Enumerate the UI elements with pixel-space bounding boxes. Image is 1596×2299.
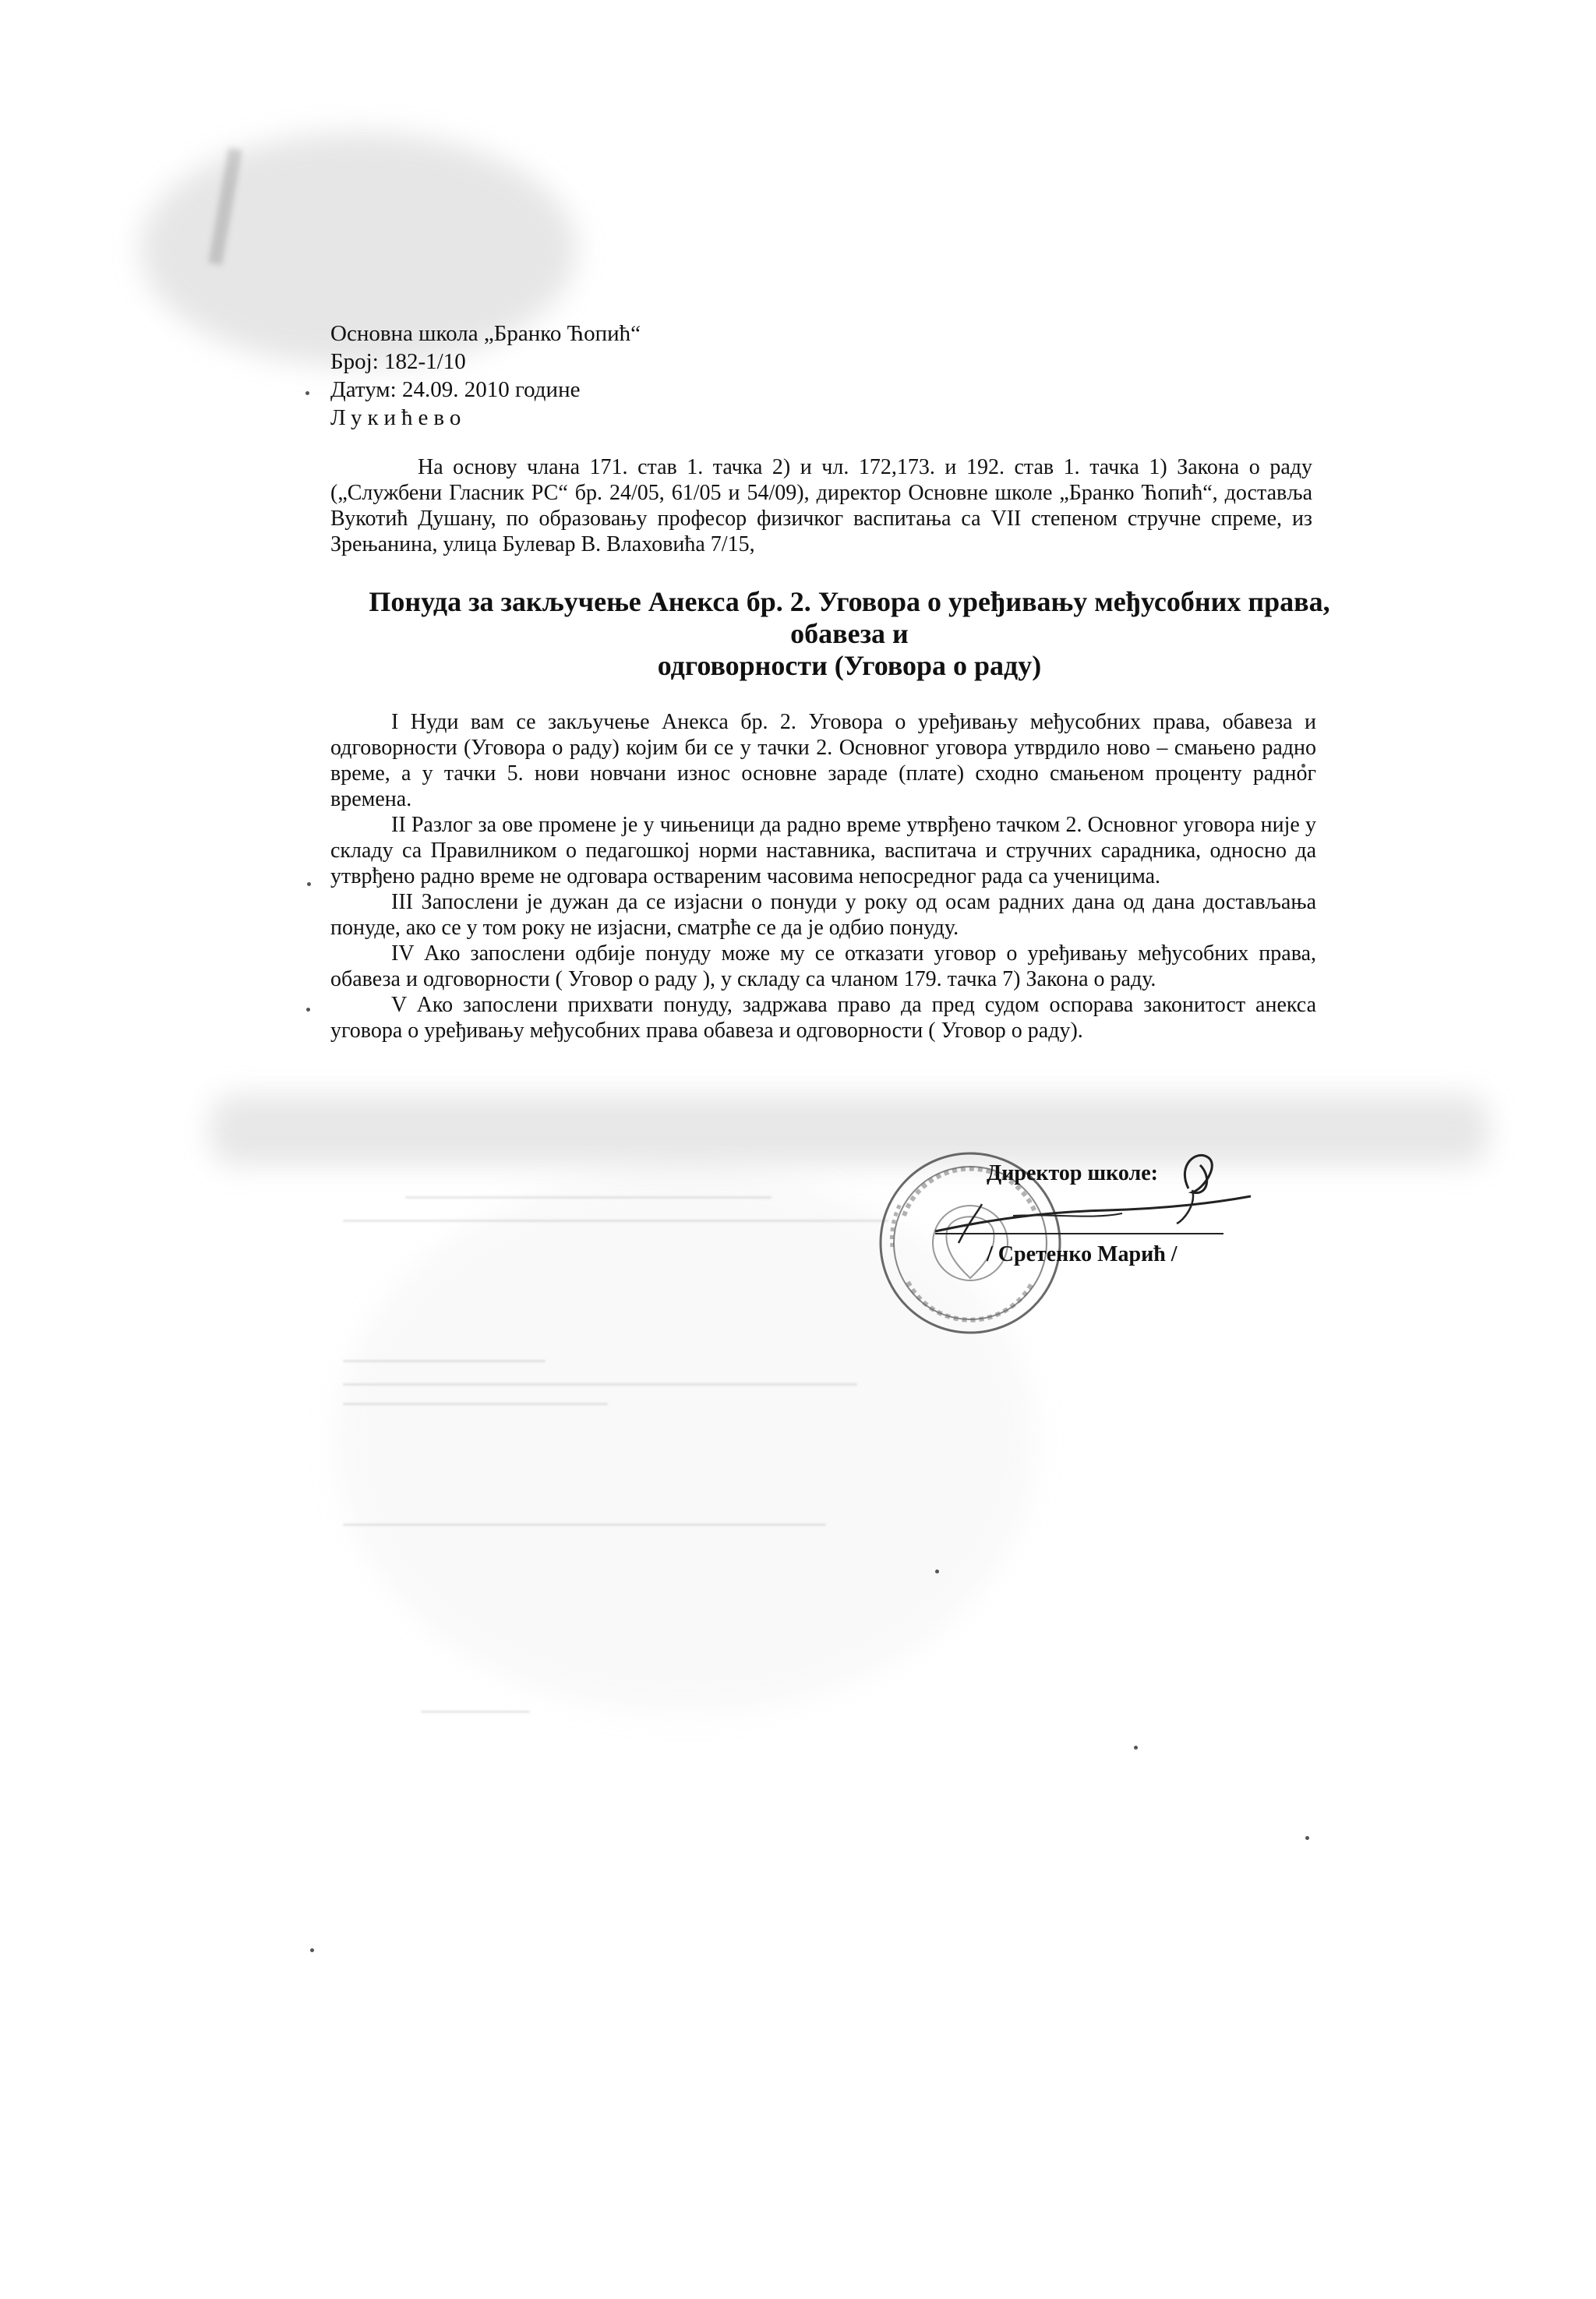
signature-title: Директор школе:	[987, 1161, 1158, 1185]
signature-line	[935, 1233, 1223, 1234]
title-line: обавеза и	[790, 618, 909, 649]
scan-speck	[306, 1008, 310, 1012]
document-number: Број: 182-1/10	[330, 349, 466, 374]
bleed-through-line	[421, 1711, 530, 1713]
document-place: Лукићево	[330, 405, 467, 430]
section-paragraph: III Запослени је дужан да се изјасни о понуди у року од осам радних дана од дана достављања понуде, ако се у том року не изјасни, сматрће се да је одбио понуду.	[330, 890, 1316, 940]
scan-speck	[307, 882, 311, 886]
scan-speck	[1134, 1746, 1138, 1750]
bleed-through-line	[343, 1524, 826, 1526]
signatory-name: / Сретенко Марић /	[987, 1242, 1178, 1266]
bleed-through-line	[405, 1196, 772, 1199]
document-header	[330, 320, 641, 432]
handwritten-signature	[927, 1142, 1262, 1251]
title-line: Понуда за закључење Анекса бр. 2. Уговора о уређивању међусобних права,	[369, 586, 1330, 617]
section-paragraph: II Разлог за ове промене је у чињеници да радно време утврђено тачком 2. Основног уговора није у складу са Правилником о педагошкој норми наставника, васпитача и стручних сарадника, односно да утврђено радно време не одговара оствареним часовима непосредног рада са ученицима.	[330, 813, 1316, 888]
section-paragraph: IV Ако запослени одбије понуду може му се отказати уговор о уређивању међусобних права, обавеза и одговорности ( Уговор о раду ), у складу са чланом 179. тачка 7) Закона о раду.	[330, 941, 1316, 991]
bleed-through-line	[343, 1403, 608, 1405]
title-line: одговорности (Уговора о раду)	[657, 650, 1042, 681]
document-title	[296, 586, 1403, 682]
bleed-through-line	[343, 1220, 888, 1222]
section-paragraph: V Ако запослени прихвати понуду, задржава право да пред судом оспорава законитост анекса уговора о уређивању међусобних права обавеза и одговорности ( Уговор о раду).	[330, 993, 1316, 1043]
school-name: Основна школа „Бранко Ћопић“	[330, 321, 641, 346]
intro-paragraph: На основу члана 171. став 1. тачка 2) и чл. 172,173. и 192. став 1. тачка 1) Закона о раду („Службени Гласник РС“ бр. 24/05, 61/05 и 54/09), директор Основне школе „Бранко Ћопић“, доставља Вукотић Душану, по образовању професор физичког васпитања са VII степеном стручне спреме, из Зрењанина, улица Булевар В. Влаховића 7/15,	[330, 455, 1312, 556]
document-body	[330, 709, 1316, 1044]
scan-speck	[305, 391, 309, 395]
scan-speck	[935, 1570, 939, 1573]
bleed-through-line	[343, 1360, 546, 1362]
bleed-through-line	[343, 1383, 857, 1386]
scan-speck	[310, 1948, 314, 1952]
scan-speck	[1305, 1836, 1309, 1840]
section-paragraph: I Нуди вам се закључење Анекса бр. 2. Уговора о уређивању међусобних права, обавеза и одговорности (Уговора о раду) којим би се у тачки 2. Основног уговора утврдило ново – смањено радно време, а у тачки 5. нови новчани износ основне зараде (плате) сходно смањеном проценту радног времена.	[330, 710, 1316, 811]
document-date: Датум: 24.09. 2010 године	[330, 377, 581, 402]
scan-smudge	[210, 1095, 1488, 1165]
